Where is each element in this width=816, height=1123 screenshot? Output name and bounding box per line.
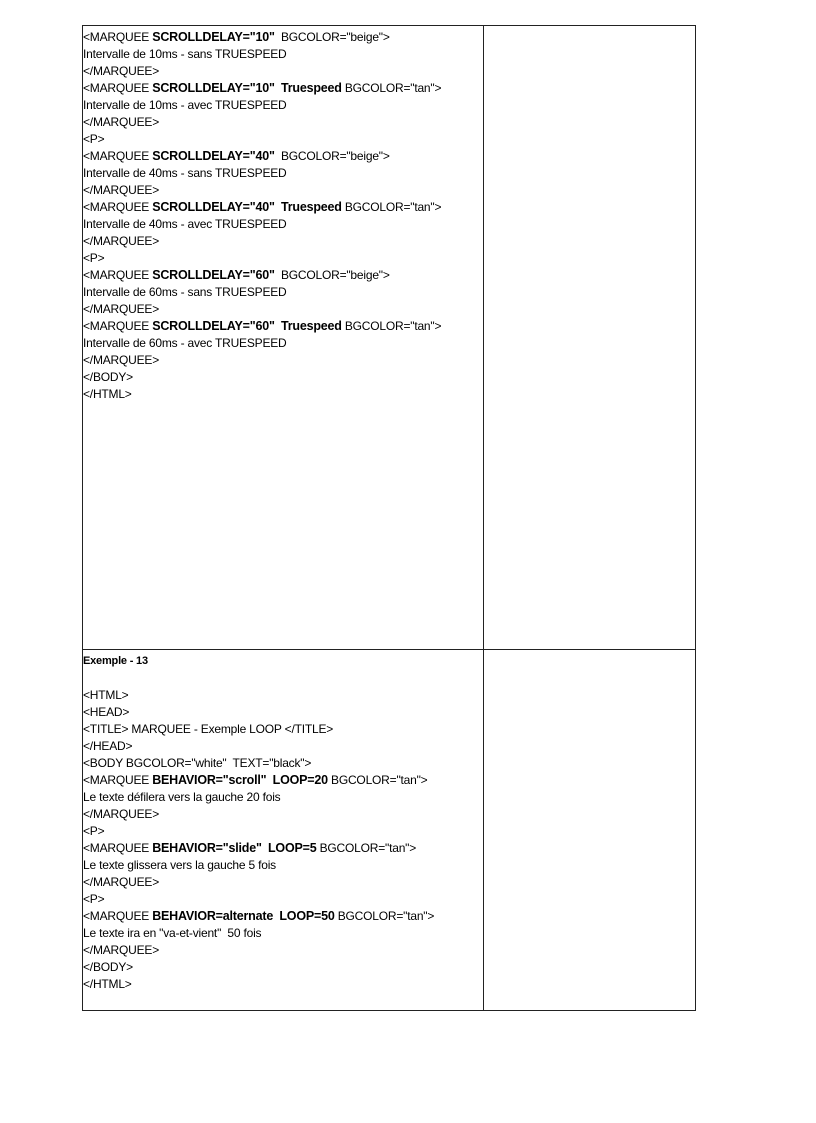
code-line [83,823,483,840]
code-text: </MARQUEE> [83,943,160,957]
code-line [83,789,483,806]
code-line [83,942,483,959]
code-line [83,840,483,857]
document-table [82,25,696,1011]
code-text: </MARQUEE> [83,115,160,129]
code-line [83,670,483,687]
code-keyword: BEHAVIOR="scroll" [152,773,267,787]
code-text: BGCOLOR="tan"> [341,200,442,214]
code-text: BGCOLOR="beige"> [274,149,390,163]
code-lines [83,670,483,993]
code-text: <HTML> [83,688,129,702]
code-line [83,755,483,772]
code-text: </MARQUEE> [83,234,160,248]
code-text: BGCOLOR="tan"> [327,773,428,787]
code-keyword: Truespeed [280,319,342,333]
code-text: <P> [83,824,105,838]
code-text: <MARQUEE [83,268,153,282]
table-row [83,650,696,1011]
code-line [83,976,483,993]
code-text: <MARQUEE [83,30,153,44]
code-line [83,80,483,97]
code-text: </HEAD> [83,739,133,753]
code-line [83,925,483,942]
code-block [83,26,483,403]
code-keyword: SCROLLDELAY="10" [152,81,275,95]
code-line [83,182,483,199]
code-text: BGCOLOR="tan"> [334,909,435,923]
code-line [83,250,483,267]
code-line [83,772,483,789]
code-line [83,687,483,704]
example-title: Exemple - 13 [83,655,148,667]
code-text: </MARQUEE> [83,875,160,889]
code-keyword: Truespeed [280,200,342,214]
code-line [83,97,483,114]
code-keyword: SCROLLDELAY="40" [152,149,275,163]
table-row [83,26,696,650]
code-line [83,318,483,335]
code-text: BGCOLOR="tan"> [316,841,417,855]
code-line [83,369,483,386]
code-text: <P> [83,892,105,906]
code-line [83,386,483,403]
code-text: <HEAD> [83,705,130,719]
code-text: </HTML> [83,387,132,401]
code-text: Intervalle de 60ms - avec TRUESPEED [83,336,287,350]
code-text: BGCOLOR="tan"> [341,319,442,333]
code-text: Intervalle de 60ms - sans TRUESPEED [83,285,287,299]
code-text: BGCOLOR="beige"> [274,268,390,282]
code-text: Intervalle de 10ms - avec TRUESPEED [83,98,287,112]
code-line [83,874,483,891]
code-line [83,335,483,352]
code-line [83,233,483,250]
code-line [83,857,483,874]
code-text: <MARQUEE [83,773,153,787]
code-line [83,267,483,284]
code-line [83,148,483,165]
code-text: </MARQUEE> [83,353,160,367]
code-text: </BODY> [83,370,133,384]
code-text: <MARQUEE [83,841,153,855]
code-line [83,738,483,755]
empty-cell [484,26,696,650]
code-text: <P> [83,251,105,265]
code-line [83,908,483,925]
code-line [83,131,483,148]
code-line [83,284,483,301]
code-line [83,704,483,721]
code-text: <P> [83,132,105,146]
code-line [83,352,483,369]
code-line [83,165,483,182]
code-text: BGCOLOR="tan"> [341,81,442,95]
code-block-example [83,650,483,993]
code-cell [83,650,484,1011]
code-line [83,199,483,216]
code-line [83,806,483,823]
code-keyword: SCROLLDELAY="40" [152,200,275,214]
code-text: Intervalle de 10ms - sans TRUESPEED [83,47,287,61]
code-line [83,114,483,131]
code-keyword: BEHAVIOR="slide" [152,841,262,855]
code-text: Intervalle de 40ms - sans TRUESPEED [83,166,287,180]
code-text: </MARQUEE> [83,302,160,316]
code-line [83,959,483,976]
code-text: </MARQUEE> [83,64,160,78]
code-text: Intervalle de 40ms - avec TRUESPEED [83,217,287,231]
code-keyword: SCROLLDELAY="10" [152,30,275,44]
code-text: <MARQUEE [83,319,153,333]
code-text: <MARQUEE [83,149,153,163]
code-text: BGCOLOR="beige"> [274,30,390,44]
empty-cell [484,650,696,1011]
code-text: </MARQUEE> [83,807,160,821]
code-keyword: SCROLLDELAY="60" [152,268,275,282]
code-text: </MARQUEE> [83,183,160,197]
code-keyword: SCROLLDELAY="60" [152,319,275,333]
code-keyword: Truespeed [280,81,342,95]
code-cell [83,26,484,650]
code-text: <MARQUEE [83,909,153,923]
code-keyword: LOOP=5 [268,841,317,855]
code-text: </BODY> [83,960,133,974]
code-text: Le texte glissera vers la gauche 5 fois [83,858,276,872]
code-text: </HTML> [83,977,132,991]
code-text: Le texte défilera vers la gauche 20 fois [83,790,281,804]
code-text: <MARQUEE [83,200,153,214]
code-line [83,891,483,908]
code-line [83,721,483,738]
code-text: <MARQUEE [83,81,153,95]
code-line [83,46,483,63]
code-line [83,301,483,318]
code-line [83,216,483,233]
code-text: <BODY BGCOLOR="white" TEXT="black"> [83,756,312,770]
code-text: Le texte ira en "va-et-vient" 50 fois [83,926,262,940]
code-keyword: LOOP=20 [272,773,328,787]
code-line [83,63,483,80]
code-keyword: LOOP=50 [279,909,335,923]
code-text: <TITLE> MARQUEE - Exemple LOOP </TITLE> [83,722,334,736]
code-keyword: BEHAVIOR=alternate [152,909,274,923]
code-line [83,29,483,46]
